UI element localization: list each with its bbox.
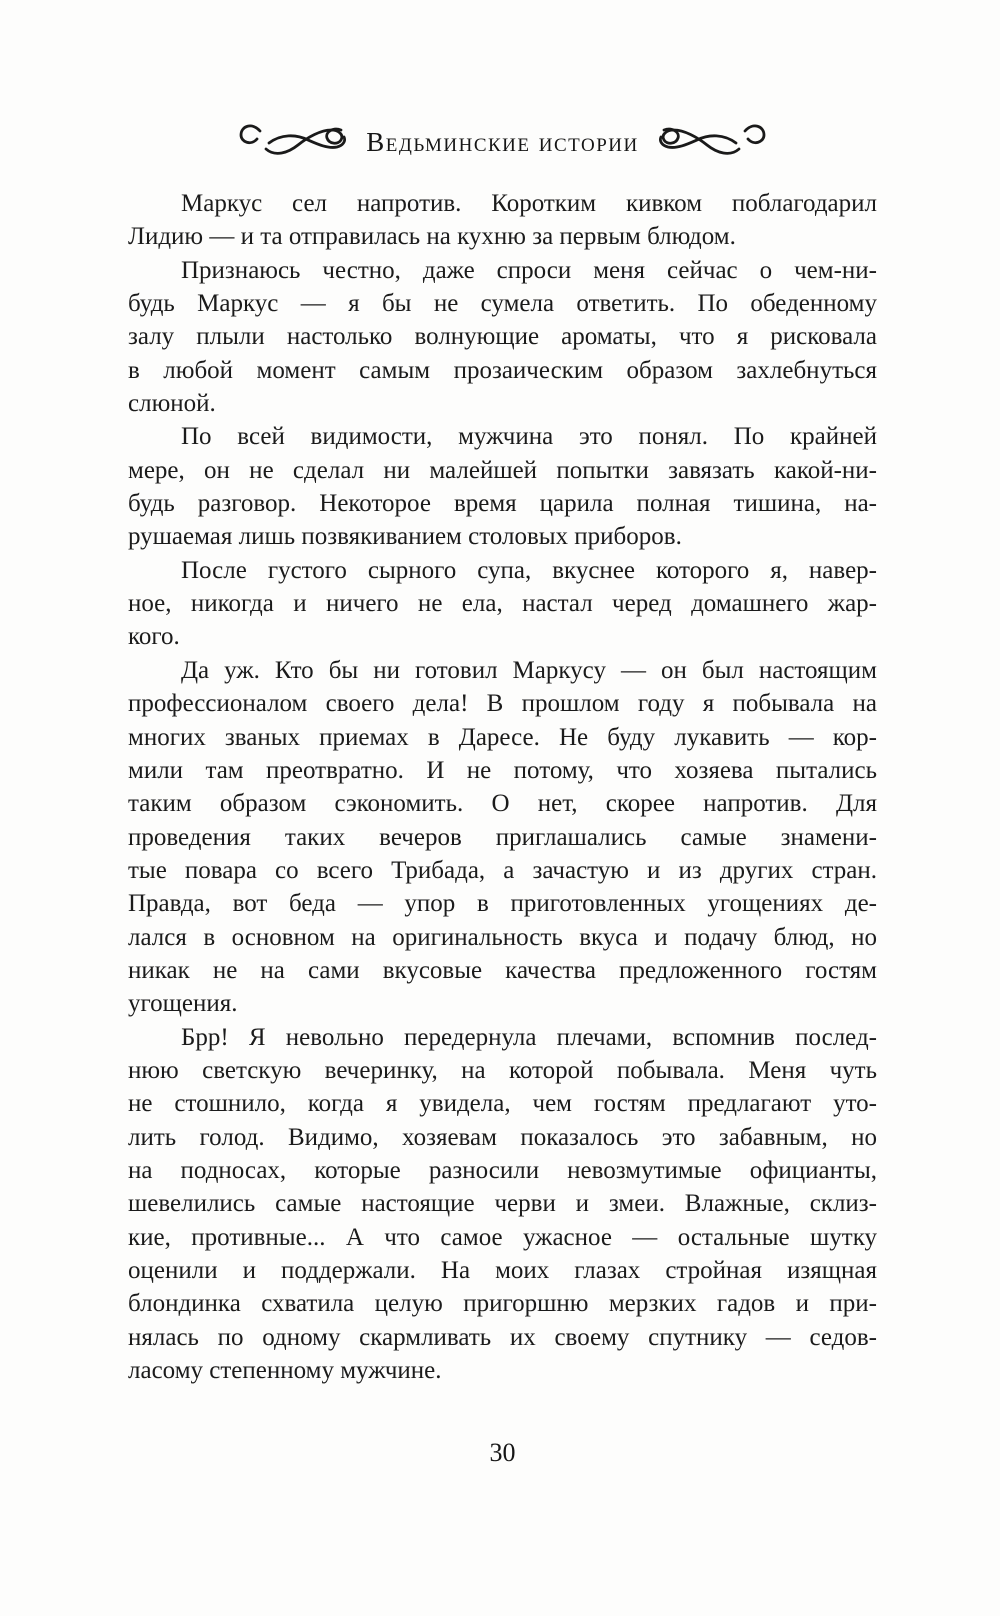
text-line: нюю светскую вечеринку, на которой побывала. Меня чуть	[128, 1056, 877, 1084]
text-line: нялась по одному скармливать их своему спутнику — седов-	[128, 1323, 877, 1351]
text-line: ное, никогда и ничего не ела, настал черед домашнего жар-	[128, 590, 877, 618]
flourish-left-icon	[238, 121, 350, 163]
text-line: лался в основном на оригинальность вкуса и подачу блюд, но	[128, 923, 877, 951]
text-line: мили там преотвратно. И не потому, что хозяева пытались	[128, 756, 877, 784]
text-line: многих званых приемах в Даресе. Не буду лукавить — кор-	[128, 723, 877, 751]
text-line: По всей видимости, мужчина это понял. По крайней	[181, 423, 877, 451]
text-line: оценили и поддержали. На моих глазах стройная изящная	[128, 1257, 877, 1284]
text-line: Да уж. Кто бы ни готовил Маркусу — он был настоящим	[181, 656, 877, 684]
text-line: тые повара со всего Трибада, а зачастую и из других стран.	[128, 856, 877, 884]
text-line: лить голод. Видимо, хозяевам показалось это забавным, но	[128, 1123, 877, 1151]
text-line: на подносах, которые разносили невозмутимые официанты,	[128, 1156, 877, 1184]
text-line: профессионалом своего дела! В прошлом году я побывала на	[128, 690, 877, 718]
text-line: залу плыли настолько волнующие ароматы, что я рисковала	[128, 323, 877, 351]
text-line: Брр! Я невольно передернула плечами, вспомнив послед-	[181, 1023, 877, 1051]
text-line: проведения таких вечеров приглашались самые знамени-	[128, 823, 877, 851]
text-line: Маркус сел напротив. Коротким кивком поблагодарил	[181, 190, 877, 217]
text-line: ласому степенному мужчине.	[128, 1357, 442, 1385]
text-line: Лидию — и та отправилась на кухню за первым блюдом.	[128, 223, 736, 251]
text-line: в любой момент самым прозаическим образом захлебнуться	[128, 356, 877, 384]
flourish-right-icon	[655, 121, 767, 163]
text-line: не стошнило, когда я увидела, чем гостям предлагают уто-	[128, 1090, 877, 1118]
page-number: 30	[489, 1438, 516, 1467]
text-line: Признаюсь честно, даже спроси меня сейчас о чем-ни-	[181, 256, 877, 284]
text-line: будь Маркус — я бы не сумела ответить. По обеденному	[128, 290, 877, 318]
header-title: Ведьминские истории	[366, 126, 639, 157]
text-line: будь разговор. Некоторое время царила полная тишина, на-	[128, 490, 877, 518]
text-line: слюной.	[128, 390, 216, 418]
text-line: блондинка схватила целую пригоршню мерзких гадов и при-	[128, 1290, 877, 1318]
text-line: кого.	[128, 623, 180, 651]
text-line: таким образом сэкономить. О нет, скорее напротив. Для	[128, 790, 877, 818]
text-line: кие, противные... А что самое ужасное — остальные шутку	[128, 1223, 877, 1251]
text-line: никак не на сами вкусовые качества предложенного гостям	[128, 956, 877, 984]
text-line: угощения.	[128, 990, 238, 1018]
text-line: После густого сырного супа, вкуснее которого я, навер-	[181, 556, 877, 584]
text-line: мере, он не сделал ни малейшей попытки завязать какой-ни-	[128, 456, 877, 484]
text-line: рушаемая лишь позвякиванием столовых приборов.	[128, 523, 682, 551]
running-header	[128, 118, 877, 166]
body-text	[128, 187, 877, 1387]
text-line: шевелились самые настоящие черви и змеи. Влажные, склиз-	[128, 1190, 877, 1218]
text-line: Правда, вот беда — упор в приготовленных угощениях де-	[128, 890, 877, 918]
